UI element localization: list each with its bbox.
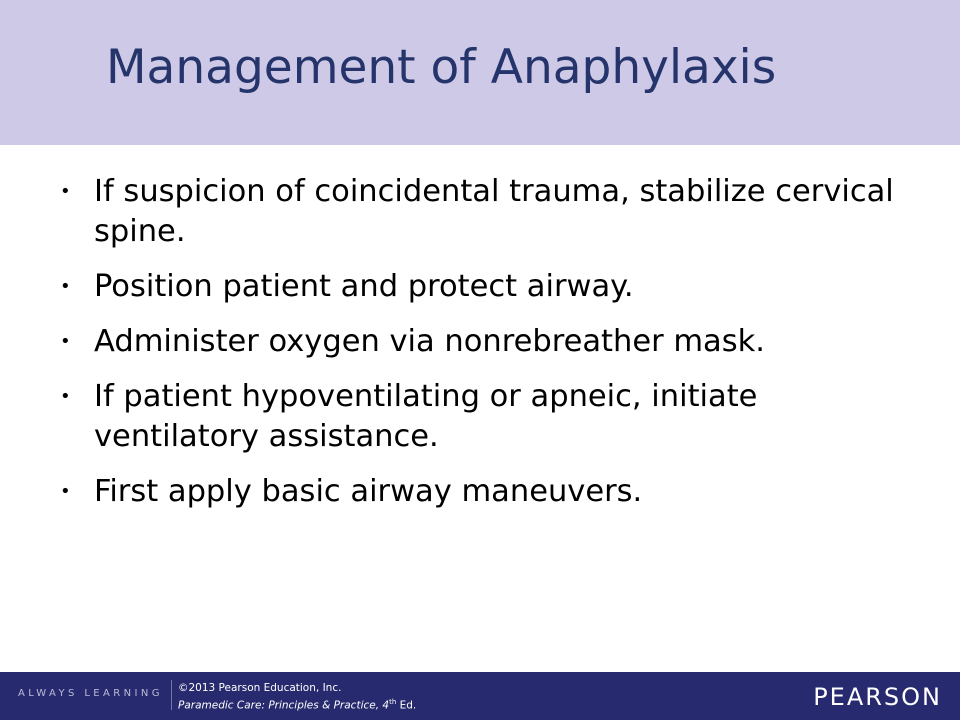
- bullet-item: [60, 267, 920, 307]
- bullet-item: [60, 377, 920, 457]
- bullet-marker: •: [60, 276, 71, 297]
- copyright-notice: ©2013 Pearson Education, Inc.: [178, 682, 342, 694]
- edition-superscript: th: [389, 698, 397, 706]
- bullet-item: [60, 322, 920, 362]
- footer-divider: [171, 680, 172, 710]
- bullet-marker: •: [60, 481, 71, 502]
- bullet-text: If suspicion of coincidental trauma, stabilize cervical spine.: [94, 174, 894, 249]
- slide-title: Management of Anaphylaxis: [106, 40, 777, 95]
- title-band: [0, 0, 960, 145]
- bullet-text: Administer oxygen via nonrebreather mask.: [94, 324, 765, 359]
- book-title: Paramedic Care: Principles & Practice, 4: [178, 699, 390, 712]
- bullet-marker: •: [60, 181, 71, 202]
- bullet-text: Position patient and protect airway.: [94, 269, 634, 304]
- bullet-item: [60, 172, 920, 252]
- pearson-logo: PEARSON: [813, 683, 942, 711]
- bullet-marker: •: [60, 331, 71, 352]
- tagline: ALWAYS LEARNING: [18, 688, 163, 699]
- bullet-text: First apply basic airway maneuvers.: [94, 474, 643, 509]
- bullet-marker: •: [60, 386, 71, 407]
- bullet-item: [60, 472, 920, 512]
- book-citation: [178, 696, 416, 713]
- bullet-text: If patient hypoventilating or apneic, initiate ventilatory assistance.: [94, 379, 758, 454]
- edition-suffix: Ed.: [396, 699, 417, 712]
- bullet-list: [60, 172, 920, 527]
- footer-bar: [0, 672, 960, 720]
